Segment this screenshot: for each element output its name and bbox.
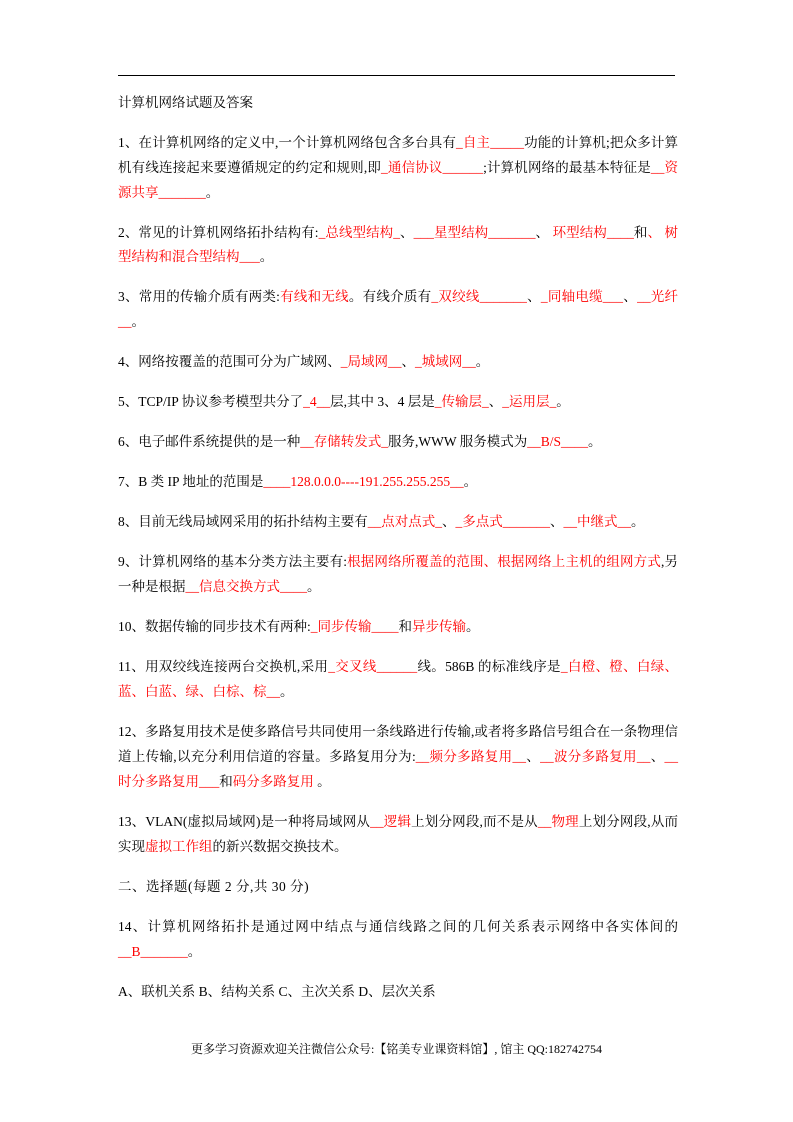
answer-text: _城域网__: [415, 354, 476, 370]
answer-text: __B/S____: [527, 434, 588, 450]
question-text: 、: [399, 224, 414, 240]
question-text: 的新兴数据交换技术。: [212, 838, 348, 854]
footer-note: 更多学习资源欢迎关注微信公众号:【铭美专业课资料馆】, 馆主 QQ:182742754: [190, 1042, 602, 1056]
answer-text: 有线和无线: [279, 289, 349, 305]
question-text: 二、选择题(每题 2 分,共 30 分): [118, 878, 310, 894]
question-text: 和: [633, 224, 648, 240]
question-text: 。: [280, 684, 294, 700]
question-text: 、: [650, 749, 665, 765]
answer-text: __中继式__: [563, 514, 631, 530]
question-text: 层,其中 3、4 层是: [330, 394, 435, 410]
question-text: 。: [556, 394, 570, 410]
answer-text: __资源共享_______: [118, 159, 679, 200]
question-paragraph: [118, 655, 678, 705]
question-text: 13、VLAN(虚拟局域网)是一种将局域网从: [118, 813, 371, 829]
question-text: 和: [219, 774, 233, 789]
question-text: ;计算机网络的最基本特征是: [483, 159, 651, 175]
answer-text: ___星型结构_______: [413, 224, 536, 240]
question-paragraph: [118, 350, 678, 375]
question-text: 、: [442, 514, 456, 530]
question-text: 12、多路复用技术是使多路信号共同使用一条线路进行传输,或者将多路信号组合在一条物理信道上传输,以充分利用信道的容量。多路复用分为:: [118, 724, 678, 765]
question-text: 。: [475, 354, 490, 370]
question-text: 。有线介质有: [348, 289, 432, 305]
answer-text: _白橙、橙、白绿、蓝、白蓝、绿、白棕、棕__: [118, 659, 679, 700]
question-text: 。: [205, 184, 220, 200]
answer-text: 码分多路复用: [232, 774, 314, 789]
answer-text: 、 树型结构和混合型结构___: [118, 224, 679, 265]
question-text: 。: [307, 579, 321, 595]
question-paragraph: [118, 915, 678, 965]
answer-text: _同轴电缆___: [540, 289, 624, 305]
question-text: 、: [526, 289, 541, 305]
answer-text: ____128.0.0.0----191.255.255.255__: [263, 474, 464, 490]
answer-text: __时分多路复用___: [118, 749, 679, 789]
question-text: 2、常见的计算机网络拓扑结构有:: [118, 224, 319, 240]
answer-text: _总线型结构_: [318, 224, 400, 240]
question-text: 上划分网段,从而实现: [118, 813, 679, 854]
header-rule: [118, 75, 675, 76]
question-text: 1、在计算机网络的定义中,一个计算机网络包含多台具有: [118, 134, 456, 150]
answer-text: __信息交换方式____: [185, 579, 307, 595]
question-paragraph: [118, 510, 678, 535]
answer-text: __B_______: [118, 943, 188, 959]
answer-text: _通信协议______: [381, 159, 484, 175]
question-text: 。: [313, 774, 331, 789]
question-text: 4、网络按覆盖的范围可分为广域网、: [118, 354, 341, 370]
answer-text: __存储转发式_: [300, 434, 388, 450]
question-paragraph: [118, 221, 678, 271]
question-text: 3、常用的传输介质有两类:: [118, 289, 280, 305]
question-text: ,另一种是根据: [118, 554, 679, 595]
question-text: 9、计算机网络的基本分类方法主要有:: [118, 554, 347, 570]
answer-text: _运用层_: [502, 394, 557, 410]
question-text: 。: [631, 514, 645, 530]
answer-text: 异步传输: [412, 619, 467, 635]
answer-text: _同步传输____: [310, 619, 399, 635]
answer-text: _4__: [303, 394, 331, 410]
answer-text: __逻辑: [370, 813, 412, 829]
question-paragraph: [118, 390, 678, 415]
question-paragraph: [118, 131, 678, 206]
question-text: 。: [187, 943, 202, 959]
question-text: 7、B 类 IP 地址的范围是: [118, 474, 264, 490]
question-paragraph: [118, 470, 678, 495]
question-text: 11、用双绞线连接两台交换机,采用: [118, 659, 329, 675]
question-text: 上划分网段,而不是从: [411, 813, 538, 829]
answer-text: __光纤__: [118, 289, 679, 330]
question-text: 14、计算机网络拓扑是通过网中结点与通信线路之间的几何关系表示网络中各实体间的: [118, 918, 678, 934]
answer-text: __频分多路复用__: [415, 749, 526, 765]
question-text: 、: [535, 224, 550, 240]
question-text: 、: [401, 354, 415, 370]
question-text: 。: [463, 474, 478, 490]
question-text: 线。586B 的标准线序是: [417, 659, 561, 675]
question-text: 。: [466, 619, 480, 635]
question-text: 。: [131, 314, 145, 330]
answer-text: _交叉线______: [328, 659, 418, 675]
document-body: [118, 92, 678, 1020]
answer-text: 环型结构____: [549, 224, 634, 240]
question-text: 6、电子邮件系统提供的是一种: [118, 434, 301, 450]
question-text: 服务,WWW 服务模式为: [388, 434, 528, 450]
question-paragraph: [118, 550, 678, 600]
question-paragraph: [118, 430, 678, 455]
question-paragraph: [118, 980, 678, 1005]
answer-text: 虚拟工作组: [145, 838, 213, 854]
answer-text: _局域网__: [340, 354, 402, 370]
answer-text: 根据网络所覆盖的范围、根据网络上主机的组网方式: [346, 554, 661, 570]
page-title: 计算机网络试题及答案: [118, 95, 253, 110]
question-paragraph: [118, 720, 678, 795]
answer-text: _双绞线_______: [431, 289, 527, 305]
question-paragraph: [118, 285, 678, 335]
question-text: 。: [259, 249, 274, 265]
question-text: 10、数据传输的同步技术有两种:: [118, 619, 311, 635]
question-text: 8、目前无线局域网采用的拓扑结构主要有: [118, 514, 368, 530]
question-text: 、: [623, 289, 638, 305]
section-heading: [118, 875, 678, 900]
question-paragraph: [118, 615, 678, 640]
question-text: 、: [550, 514, 564, 530]
question-text: A、联机关系 B、结构关系 C、主次关系 D、层次关系: [118, 983, 436, 999]
question-text: 和: [398, 619, 413, 635]
answer-text: _自主_____: [456, 134, 524, 150]
question-text: 5、TCP/IP 协议参考模型共分了: [118, 394, 304, 410]
answer-text: _多点式_______: [455, 514, 550, 530]
answer-text: _传输层_: [434, 394, 489, 410]
question-text: 、: [488, 394, 503, 410]
question-text: 、: [525, 749, 541, 765]
question-text: 功能的计算机;把众多计算机有线连接起来要遵循规定的约定和规则,即: [118, 134, 678, 175]
question-paragraph: [118, 810, 678, 860]
answer-text: __波分多路复用__: [540, 749, 651, 765]
question-text: 。: [588, 434, 602, 450]
answer-text: __物理: [537, 813, 579, 829]
question-list: [118, 131, 678, 1005]
answer-text: __点对点式_: [367, 514, 442, 530]
